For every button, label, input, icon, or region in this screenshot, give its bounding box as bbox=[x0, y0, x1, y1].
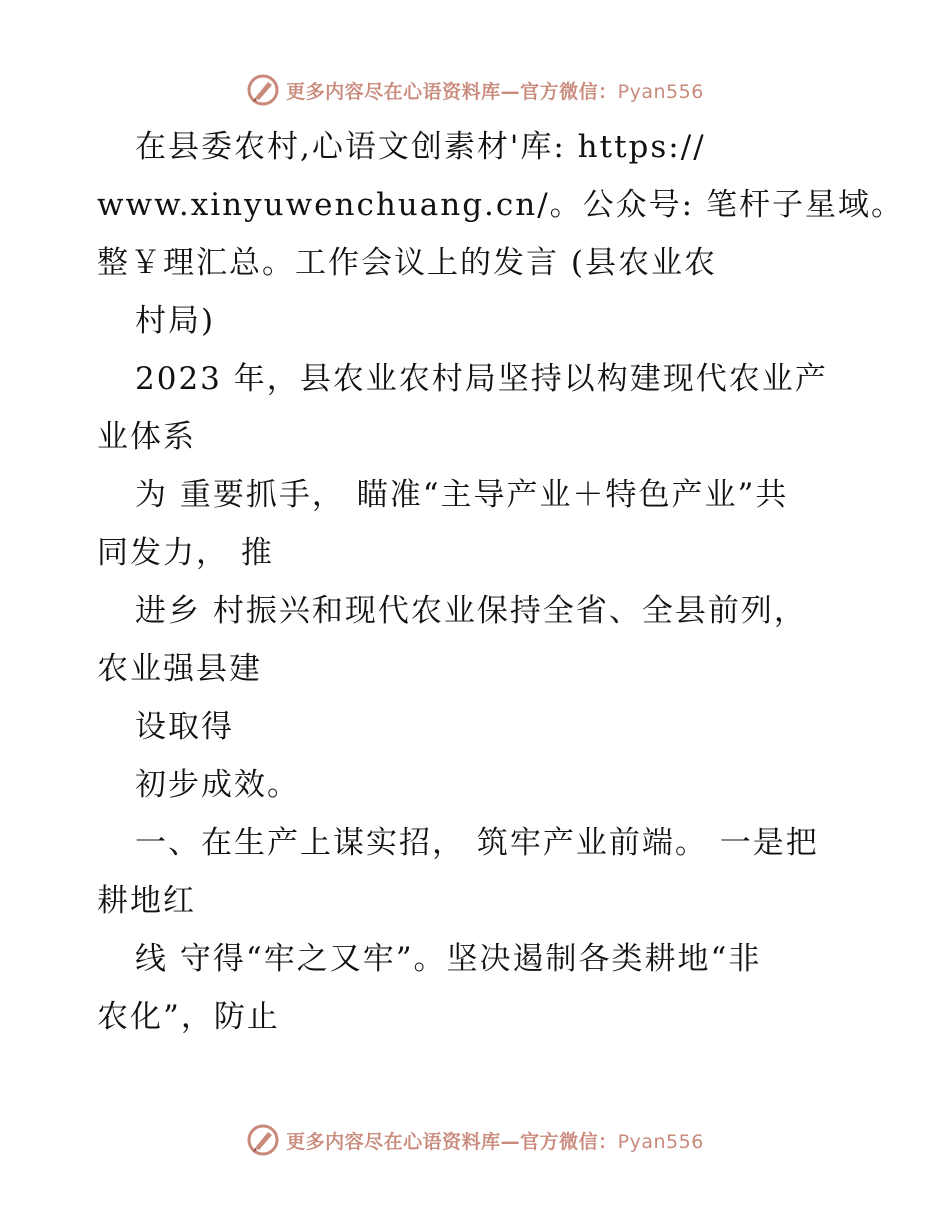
body-line: 同发力， 推 bbox=[97, 535, 274, 571]
body-line: 线 守得“牢之又牢”。坚决遏制各类耕地“非 bbox=[135, 941, 762, 977]
body-line: 业体系 bbox=[97, 419, 196, 455]
footer-watermark-text: 更多内容尽在心语资料库—官方微信：Pyan556 bbox=[286, 1130, 704, 1153]
document-body bbox=[97, 118, 904, 1046]
body-line: 为 重要抓手， 瞄准“主导产业＋特色产业”共 bbox=[135, 477, 789, 513]
body-line: 农化”，防止 bbox=[97, 999, 280, 1035]
body-line: 一、在生产上谋实招， 筑牢产业前端。 一是把 bbox=[135, 825, 819, 861]
body-line: 进乡 村振兴和现代农业保持全省、全县前列， bbox=[135, 593, 807, 629]
body-line: 设取得 bbox=[135, 709, 234, 745]
body-line: 初步成效。 bbox=[135, 767, 300, 803]
header-watermark-banner bbox=[0, 70, 950, 110]
header-wechat-handle: Pyan556 bbox=[617, 80, 704, 103]
body-line: 整￥理汇总。工作会议上的发言 (县农业农 bbox=[97, 245, 717, 281]
body-line: 农业强县建 bbox=[97, 651, 262, 687]
footer-wechat-handle: Pyan556 bbox=[617, 1130, 704, 1153]
body-line: 在县委农村,心语文创素材'库: https:// bbox=[135, 129, 706, 165]
footer-watermark-banner bbox=[0, 1120, 950, 1160]
quill-pen-logo-icon bbox=[246, 1123, 280, 1157]
body-line: 村局) bbox=[135, 303, 216, 339]
header-watermark-text: 更多内容尽在心语资料库—官方微信：Pyan556 bbox=[286, 80, 704, 103]
body-line: www.xinyuwenchuang.cn/。公众号: 笔杆子星域。 bbox=[97, 187, 904, 223]
body-line: 耕地红 bbox=[97, 883, 196, 919]
footer-watermark bbox=[246, 1123, 704, 1157]
header-watermark bbox=[246, 73, 704, 107]
quill-pen-logo-icon bbox=[246, 73, 280, 107]
body-line: 2023 年，县农业农村局坚持以构建现代农业产 bbox=[135, 361, 828, 397]
